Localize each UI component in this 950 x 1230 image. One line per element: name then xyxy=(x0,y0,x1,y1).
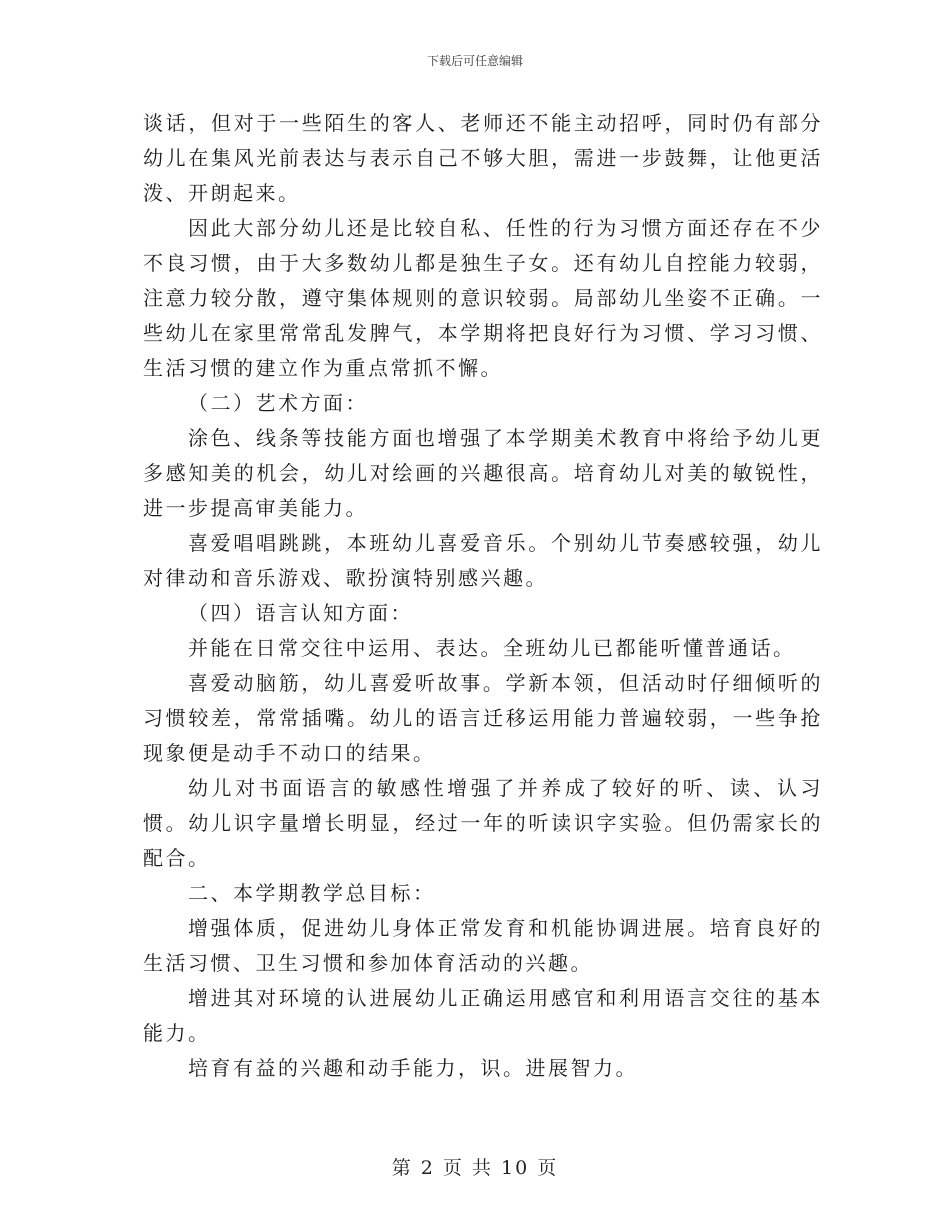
paragraph: 增强体质，促进幼儿身体正常发育和机能协调进展。培育良好的生活习惯、卫生习惯和参加体育活动的兴趣。 xyxy=(143,916,823,975)
paragraph: 增进其对环境的认进展幼儿正确运用感官和利用语言交往的基本能力。 xyxy=(143,986,823,1045)
section-heading: 二、本学期教学总目标： xyxy=(188,881,436,905)
page-header: 下载后可任意编辑 xyxy=(426,54,523,68)
page-number: 第 2 页 共 10 页 xyxy=(391,1157,559,1179)
section-heading: （四）语言认知方面： xyxy=(188,601,413,625)
document-body xyxy=(143,106,823,1086)
paragraph: 幼儿对书面语言的敏感性增强了并养成了较好的听、读、认习惯。幼儿识字量增长明显，经过一年的听读识字实验。但仍需家长的配合。 xyxy=(143,776,823,870)
paragraph: 涂色、线条等技能方面也增强了本学期美术教育中将给予幼儿更多感知美的机会，幼儿对绘画的兴趣很高。培育幼儿对美的敏锐性，进一步提高审美能力。 xyxy=(143,426,823,520)
paragraph: 因此大部分幼儿还是比较自私、任性的行为习惯方面还存在不少不良习惯，由于大多数幼儿都是独生子女。还有幼儿自控能力较弱，注意力较分散，遵守集体规则的意识较弱。局部幼儿坐姿不正确。一些幼儿在家里常常乱发脾气，本学期将把良好行为习惯、学习习惯、生活习惯的建立作为重点常抓不懈。 xyxy=(143,216,823,380)
paragraph: 培育有益的兴趣和动手能力，识。进展智力。 xyxy=(188,1056,638,1080)
paragraph: 并能在日常交往中运用、表达。全班幼儿已都能听懂普通话。 xyxy=(188,636,796,660)
paragraph: 谈话，但对于一些陌生的客人、老师还不能主动招呼，同时仍有部分幼儿在集风光前表达与表示自己不够大胆，需进一步鼓舞，让他更活泼、开朗起来。 xyxy=(143,111,823,205)
section-heading: （二）艺术方面： xyxy=(188,391,368,415)
paragraph: 喜爱动脑筋，幼儿喜爱听故事。学新本领，但活动时仔细倾听的习惯较差，常常插嘴。幼儿的语言迁移运用能力普遍较弱，一些争抢现象便是动手不动口的结果。 xyxy=(143,671,823,765)
paragraph: 喜爱唱唱跳跳，本班幼儿喜爱音乐。个别幼儿节奏感较强，幼儿对律动和音乐游戏、歌扮演特别感兴趣。 xyxy=(143,531,823,590)
